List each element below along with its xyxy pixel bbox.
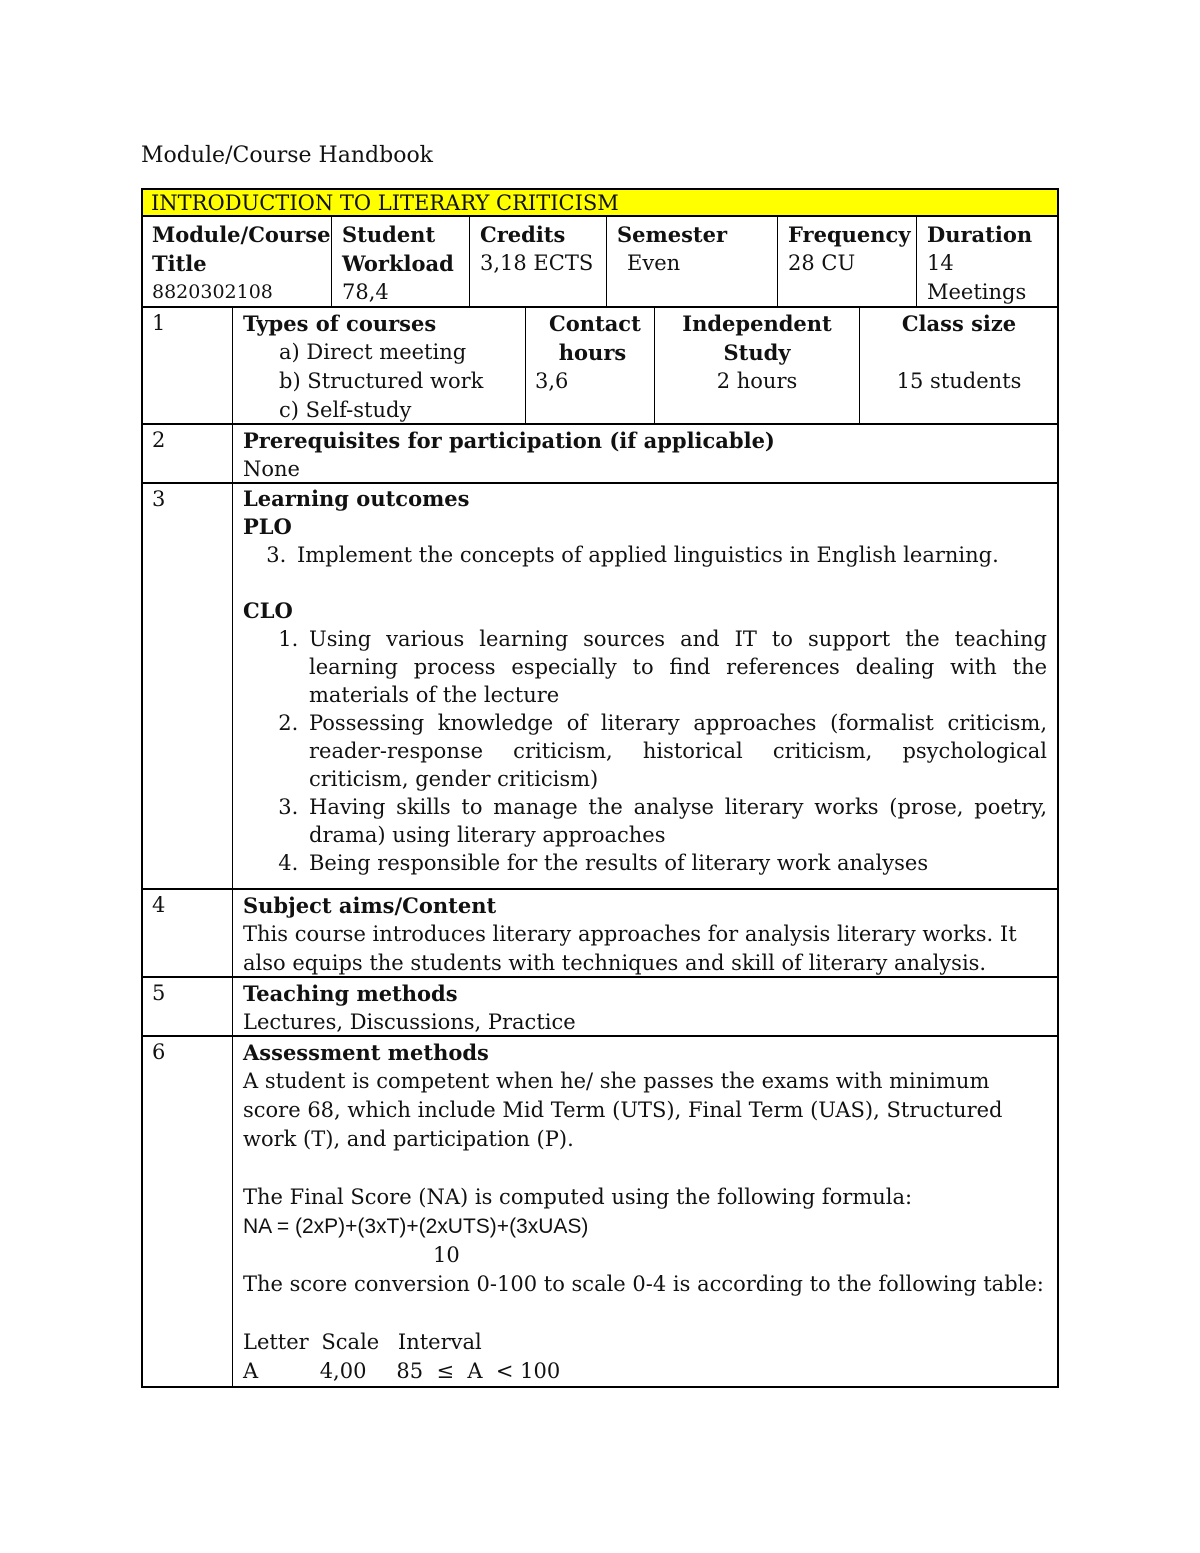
score-interval: 85 ≤ A < 100 <box>396 1359 561 1383</box>
list-item: b) Structured work <box>279 369 484 393</box>
prerequisites-value: None <box>243 457 300 481</box>
divider <box>916 217 917 306</box>
score-scale: 4,00 <box>319 1359 367 1383</box>
assessment-paragraph: A student is competent when he/ she passes the exams with minimum score 68, which include Mid Term (UTS), Final Term (UAS), Structured work (T), and participation (P). <box>243 1069 1003 1151</box>
score-table-head-letter: Letter <box>243 1330 309 1354</box>
credits-cell <box>480 220 602 278</box>
row-number: 3 <box>152 487 166 511</box>
contact-hours-label: Contact hours <box>549 311 641 365</box>
contact-hours-cell <box>535 309 650 396</box>
row-number: 5 <box>152 981 166 1005</box>
duration-value: 14 Meetings <box>927 251 1027 304</box>
clo-list <box>243 625 1047 877</box>
course-types-list <box>243 338 521 425</box>
course-name-banner: INTRODUCTION TO LITERARY CRITICISM <box>143 190 1057 217</box>
divider <box>777 217 778 306</box>
divider <box>141 888 1059 890</box>
independent-study-cell <box>660 309 854 396</box>
score-table-head-scale: Scale <box>321 1330 380 1354</box>
frequency-label: Frequency <box>788 222 911 247</box>
credits-value: 3,18 ECTS <box>480 251 594 275</box>
frequency-cell <box>788 220 912 278</box>
divider <box>469 217 470 306</box>
semester-label: Semester <box>617 222 728 247</box>
assessment-methods-label: Assessment methods <box>243 1040 489 1065</box>
prerequisites-label: Prerequisites for participation (if applicable) <box>243 428 775 453</box>
divider <box>331 217 332 306</box>
divider <box>525 306 526 423</box>
class-size-cell <box>862 309 1056 396</box>
types-of-courses-label: Types of courses <box>243 311 437 336</box>
class-size-value: 15 students <box>896 369 1022 393</box>
independent-study-value: 2 hours <box>716 369 798 393</box>
plo-list <box>243 541 1047 569</box>
document-title: Module/Course Handbook <box>141 143 434 168</box>
formula-intro: The Final Score (NA) is computed using the following formula: <box>243 1185 913 1209</box>
row-number: 2 <box>152 428 166 452</box>
formula-numerator: NA = (2xP)+(3xT)+(2xUTS)+(3xUAS) <box>243 1215 589 1238</box>
learning-outcomes-label: Learning outcomes <box>243 486 470 511</box>
row-number: 4 <box>152 893 166 917</box>
row-number: 6 <box>152 1040 166 1064</box>
credits-label: Credits <box>480 222 566 247</box>
list-item: a) Direct meeting <box>279 340 467 364</box>
learning-outcomes-cell <box>243 485 1047 877</box>
teaching-methods-value: Lectures, Discussions, Practice <box>243 1010 576 1034</box>
contact-hours-value: 3,6 <box>535 369 569 393</box>
module-title-cell <box>152 220 331 307</box>
list-item: c) Self-study <box>279 398 412 422</box>
list-item: 1. Using various learning sources and IT to support the teaching learning process especially to find references dealing with the materials of the lecture <box>305 625 1047 709</box>
subject-aims-cell <box>243 891 1049 978</box>
class-size-label: Class size <box>901 311 1017 336</box>
divider <box>232 306 233 1388</box>
module-code: 8820302108 <box>152 281 273 303</box>
duration-cell <box>927 220 1047 307</box>
score-table-header <box>243 1328 1047 1357</box>
list-item: 3. Having skills to manage the analyse literary works (prose, poetry, drama) using literary approaches <box>305 793 1047 849</box>
semester-cell <box>617 220 773 278</box>
subject-aims-text: This course introduces literary approaches for analysis literary works. It also equips the students with techniques and skill of literary analysis. <box>243 922 1017 975</box>
score-letter: A <box>243 1359 259 1383</box>
semester-value: Even <box>627 251 681 275</box>
list-item: 3. Implement the concepts of applied linguistics in English learning. <box>293 541 1047 569</box>
plo-label: PLO <box>243 514 292 539</box>
assessment-methods-cell <box>243 1038 1047 1386</box>
list-item: 4. Being responsible for the results of literary work analyses <box>305 849 1047 877</box>
prerequisites-cell <box>243 426 1049 484</box>
workload-label: Student Workload <box>342 222 454 276</box>
score-table-row <box>243 1357 1047 1386</box>
subject-aims-label: Subject aims/Content <box>243 893 497 918</box>
conversion-intro: The score conversion 0-100 to scale 0-4 is according to the following table: <box>243 1272 1044 1296</box>
duration-label: Duration <box>927 222 1033 247</box>
independent-study-label: Independent Study <box>682 311 832 365</box>
row-number: 1 <box>152 311 166 335</box>
teaching-methods-cell <box>243 979 1049 1037</box>
list-item: 2. Possessing knowledge of literary approaches (formalist criticism, reader-response criticism, historical criticism, psychological criticism, gender criticism) <box>305 709 1047 793</box>
module-title-label: Module/Course Title <box>152 222 331 276</box>
frequency-value: 28 CU <box>788 251 856 275</box>
workload-cell <box>342 220 462 307</box>
clo-label: CLO <box>243 598 293 623</box>
formula-divisor: 10 <box>433 1243 460 1267</box>
types-of-courses-cell <box>243 309 521 425</box>
divider <box>654 306 655 423</box>
divider <box>606 217 607 306</box>
teaching-methods-label: Teaching methods <box>243 981 458 1006</box>
divider <box>859 306 860 423</box>
workload-value: 78,4 <box>342 280 389 304</box>
score-table-head-interval: Interval <box>397 1330 482 1354</box>
